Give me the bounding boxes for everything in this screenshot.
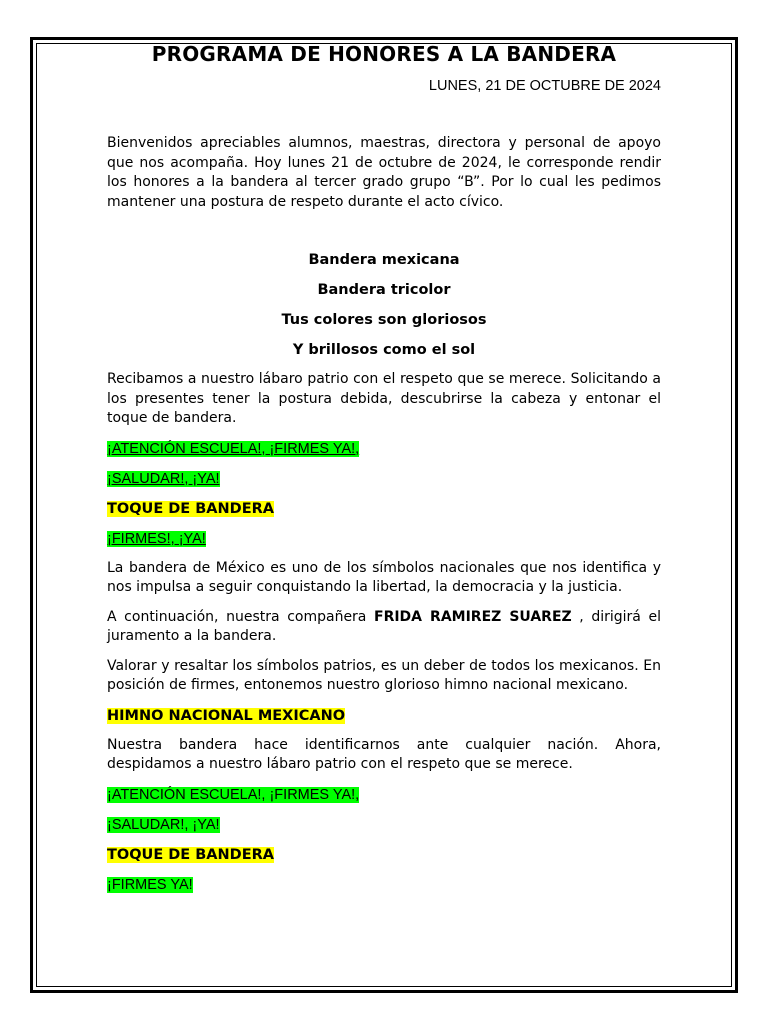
intro-paragraph: Bienvenidos apreciables alumnos, maestras, directora y personal de apoyo que nos acompaña. Hoy lunes 21 de octubre de 2024, le corresponde rendir los honores a la bandera al tercer grado grupo “B”. Por lo cual les pedimos mantener una postura de respeto durante el acto cívico. [107,135,661,210]
value-paragraph: Valorar y resaltar los símbolos patrios, es un deber de todos los mexicanos. En posición de firmes, entonemos nuestro glorioso himno nacional mexicano. [107,657,661,693]
command-saludar: ¡SALUDAR!, ¡YA! [107,470,220,487]
document-date: LUNES, 21 DE OCTUBRE DE 2024 [428,78,661,94]
document-body [107,40,661,895]
reception-paragraph: Recibamos a nuestro lábaro patrio con el respeto que se merece. Solicitando a los presentes tener la postura debida, descubrirse la cabeza y entonar el toque de bandera. [107,371,661,426]
oath-paragraph [107,608,661,647]
document-title: PROGRAMA DE HONORES A LA BANDERA [151,42,617,66]
command-toque-bandera: TOQUE DE BANDERA [107,500,274,517]
command-saludar-2: ¡SALUDAR!, ¡YA! [107,816,220,833]
poem-line: Bandera tricolor [317,282,451,298]
command-atencion-2: ¡ATENCIÓN ESCUELA!, ¡FIRMES YA!, [107,786,360,803]
command-toque-bandera-2: TOQUE DE BANDERA [107,846,274,863]
command-firmes: ¡FIRMES!, ¡YA! [107,530,206,547]
command-firmes-2: ¡FIRMES YA! [107,876,193,893]
farewell-paragraph: Nuestra bandera hace identificarnos ante cualquier nación. Ahora, despidamos a nuestro lábaro patrio con el respeto que se merece. [107,736,661,772]
command-atencion: ¡ATENCIÓN ESCUELA!, ¡FIRMES YA!, [107,440,360,457]
poem-line: Y brillosos como el sol [292,342,476,358]
poem-line: Bandera mexicana [308,252,460,268]
symbol-paragraph: La bandera de México es uno de los símbolos nacionales que nos identifica y nos impulsa a seguir conquistando la libertad, la democracia y la justicia. [107,559,661,595]
oath-text-after: , dirigirá el juramento a la bandera. [107,608,662,644]
oath-text-before: A continuación, nuestra compañera [107,608,374,625]
poem-line: Tus colores son gloriosos [281,312,487,328]
oath-student-name: FRIDA RAMIREZ SUAREZ [374,608,572,625]
himno-nacional-label: HIMNO NACIONAL MEXICANO [107,707,346,724]
poem [107,250,661,360]
